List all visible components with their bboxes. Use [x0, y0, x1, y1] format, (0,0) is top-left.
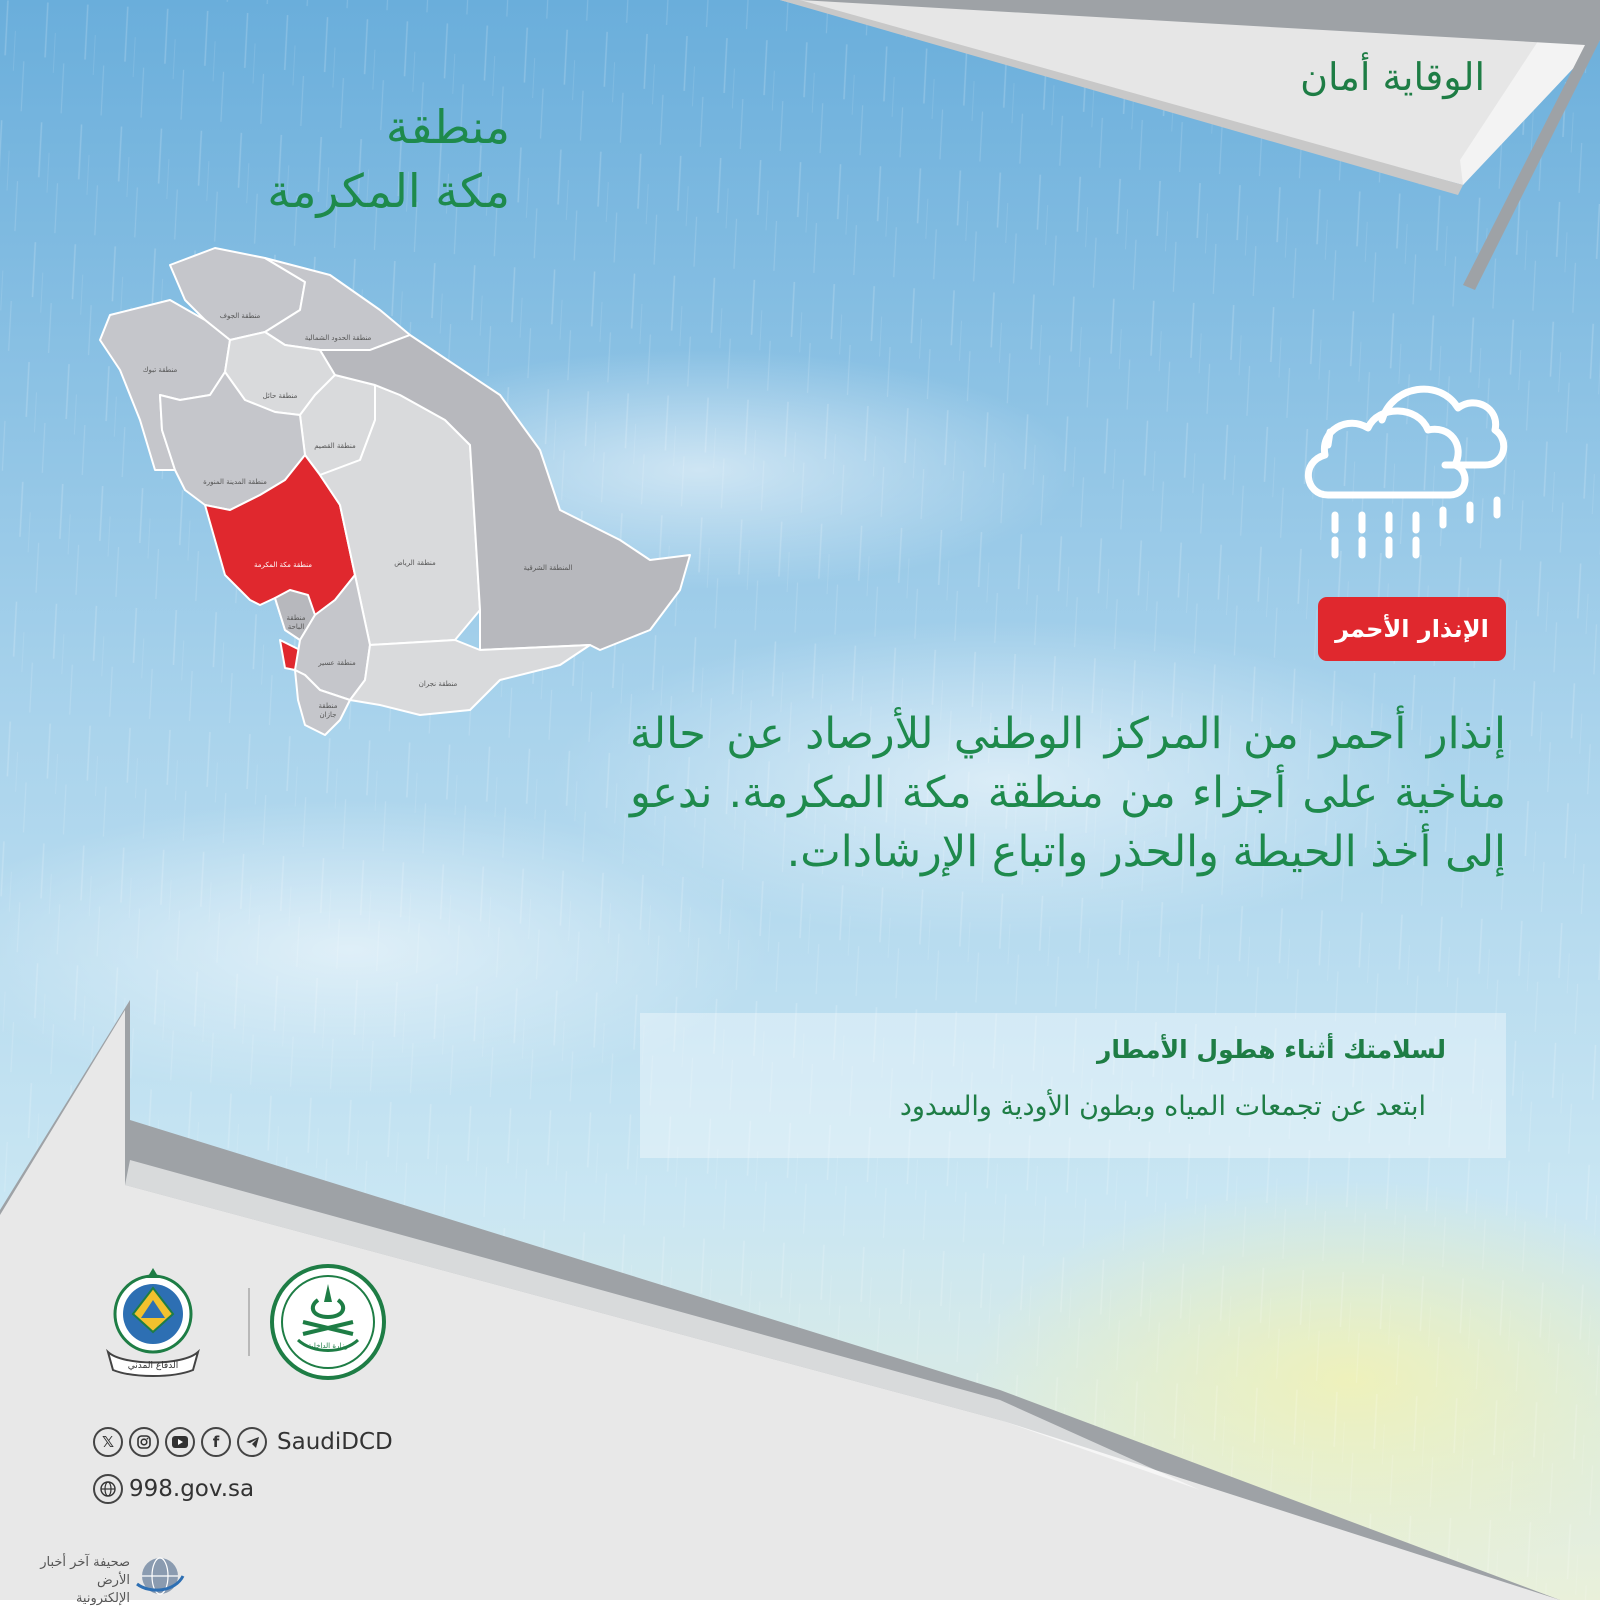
safety-tip-title: لسلامتك أثناء هطول الأمطار [1096, 1035, 1446, 1064]
map-region-najran [350, 640, 590, 715]
social-handle[interactable]: SaudiDCD [277, 1429, 393, 1455]
map-label-madinah: منطقة المدينة المنورة [203, 478, 267, 486]
civil-defense-logo [93, 1262, 213, 1382]
globe-logo-icon [135, 1554, 185, 1598]
map-label-baha-2: الباحة [287, 623, 305, 631]
logo-divider [248, 1288, 250, 1356]
map-label-jazan-2: جازان [319, 711, 337, 719]
map-label-qassim: منطقة القصيم [314, 442, 356, 450]
interior-ministry-logo-text: وزارة الداخلية [307, 1342, 349, 1350]
source-line2: الإلكترونية [75, 1591, 130, 1606]
slogan-logo: الوقاية أمان [1300, 55, 1485, 99]
instagram-icon[interactable] [129, 1427, 159, 1457]
social-links [93, 1425, 393, 1459]
map-label-jazan-1: منطقة [318, 702, 338, 710]
facebook-icon[interactable]: f [201, 1427, 231, 1457]
map-label-hail: منطقة حائل [262, 392, 298, 400]
globe-icon [93, 1474, 123, 1504]
red-alert-badge: الإنذار الأحمر [1318, 597, 1506, 661]
interior-ministry-logo [268, 1262, 388, 1382]
region-title [267, 95, 510, 223]
warning-text: إنذار أحمر من المركز الوطني للأرصاد عن حالة مناخية على أجزاء من منطقة مكة المكرمة. ندعو إلى أخذ الحيطة والحذر واتباع الإرشادات. [630, 709, 1506, 877]
map-label-asir: منطقة عسير [318, 659, 356, 667]
website-link[interactable] [93, 1472, 254, 1506]
safety-tip-text: ابتعد عن تجمعات المياه وبطون الأودية والسدود [899, 1091, 1426, 1122]
map-label-tabuk: منطقة تبوك [142, 366, 178, 374]
map-label-riyadh: منطقة الرياض [394, 559, 436, 567]
map-label-northern: منطقة الحدود الشمالية [304, 334, 372, 342]
map-label-najran: منطقة نجران [418, 680, 458, 688]
region-title-line1: منطقة [385, 100, 510, 154]
website-url[interactable]: 998.gov.sa [129, 1476, 255, 1502]
map-label-eastern: المنطقة الشرقية [523, 564, 573, 572]
youtube-icon[interactable] [165, 1427, 195, 1457]
saudi-map [95, 245, 695, 745]
region-title-line2: مكة المكرمة [267, 164, 510, 218]
x-icon[interactable]: 𝕏 [93, 1427, 123, 1457]
map-label-jouf: منطقة الجوف [219, 312, 261, 320]
safety-tip-box [640, 1013, 1506, 1158]
rain-cloud-icon [1300, 370, 1515, 570]
civil-defense-logo-text: الدفاع المدني [127, 1361, 179, 1371]
map-label-makkah: منطقة مكة المكرمة [253, 561, 313, 569]
source-watermark [10, 1552, 240, 1606]
map-label-baha-1: منطقة [286, 614, 306, 622]
telegram-icon[interactable] [237, 1427, 267, 1457]
source-line1: صحيفة آخر أخبار الأرض [40, 1555, 130, 1588]
